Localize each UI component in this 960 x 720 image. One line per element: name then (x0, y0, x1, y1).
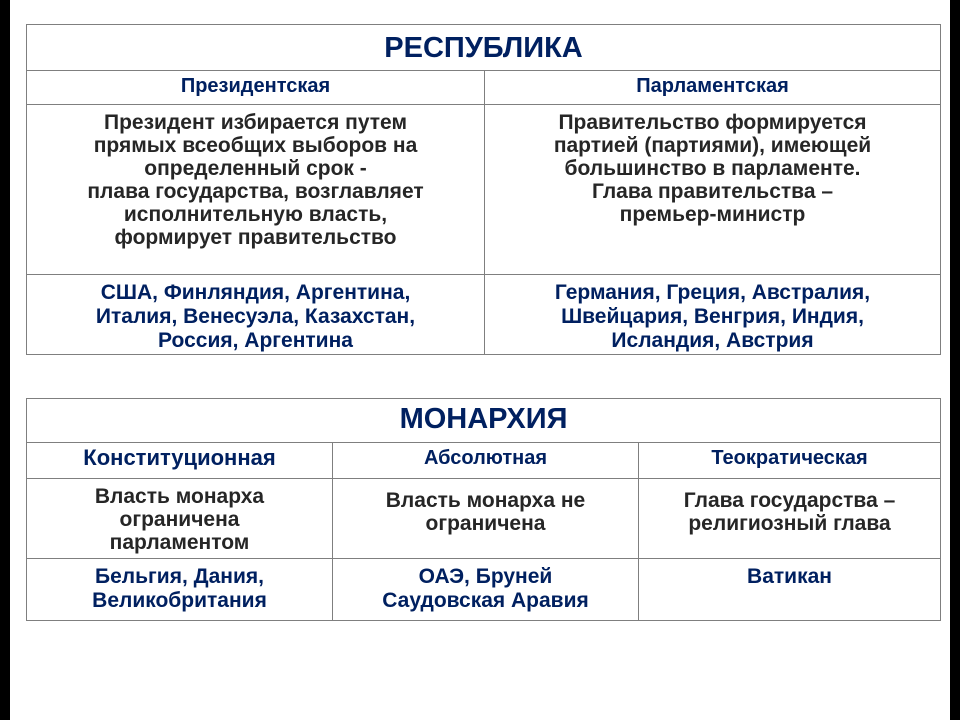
description-line: парламентом (109, 531, 250, 554)
absolute-countries (333, 559, 639, 621)
countries-line: США, Финляндия, Аргентина, (100, 281, 411, 304)
countries-line: Исландия, Австрия (611, 329, 814, 352)
monarchy-table (26, 398, 941, 621)
theocratic-description (639, 479, 941, 559)
description-line: определенный срок - (144, 157, 367, 180)
countries-line: Бельгия, Дания, (95, 565, 264, 588)
countries-line: Италия, Венесуэла, Казахстан, (95, 305, 416, 328)
description-line: формирует правительство (114, 226, 397, 249)
parliamentary-countries (485, 275, 941, 355)
constitutional-header (27, 443, 333, 479)
description-line: Власть монарха не (385, 489, 586, 512)
description-line: Глава государства – (683, 489, 896, 512)
republic-table (26, 24, 941, 355)
description-line: партией (партиями), имеющей (553, 134, 872, 157)
theocratic-countries (639, 559, 941, 621)
description-line: Власть монарха (94, 485, 265, 508)
absolute-header: Абсолютная (333, 443, 639, 479)
parliamentary-header: Парламентская (485, 71, 941, 105)
countries-line: Россия, Аргентина (158, 329, 353, 352)
presidential-description (27, 105, 485, 275)
description-line: прямых всеобщих выборов на (93, 134, 418, 157)
countries-line: Германия, Греция, Австралия, (554, 281, 871, 304)
absolute-description (333, 479, 639, 559)
republic-title: РЕСПУБЛИКА (27, 25, 941, 71)
presidential-countries (27, 275, 485, 355)
slide (10, 0, 950, 720)
description-line: Глава правительства – (591, 180, 834, 203)
countries-line: Ватикан (747, 565, 832, 588)
description-line: ограничена (119, 508, 240, 531)
parliamentary-description (485, 105, 941, 275)
description-line: Президент избирается путем (104, 111, 407, 134)
description-line: Правительство формируется (558, 111, 867, 134)
constitutional-description (27, 479, 333, 559)
description-line: плава государства, возглавляет (87, 180, 424, 203)
constitutional-countries (27, 559, 333, 621)
countries-line: Великобритания (92, 589, 267, 612)
description-line: религиозный глава (688, 512, 891, 535)
countries-line: Швейцария, Венгрия, Индия, (561, 305, 864, 328)
countries-line: Саудовская Аравия (382, 589, 589, 612)
description-line: премьер-министр (619, 203, 806, 226)
countries-line: ОАЭ, Бруней (418, 565, 553, 588)
constitutional-label: Конституционная (83, 445, 276, 470)
theocratic-header: Теократическая (639, 443, 941, 479)
description-line: ограничена (425, 512, 546, 535)
description-line: исполнительную власть, (123, 203, 388, 226)
presidential-header: Президентская (27, 71, 485, 105)
description-line: большинство в парламенте. (564, 157, 861, 180)
monarchy-title: МОНАРХИЯ (27, 399, 941, 443)
